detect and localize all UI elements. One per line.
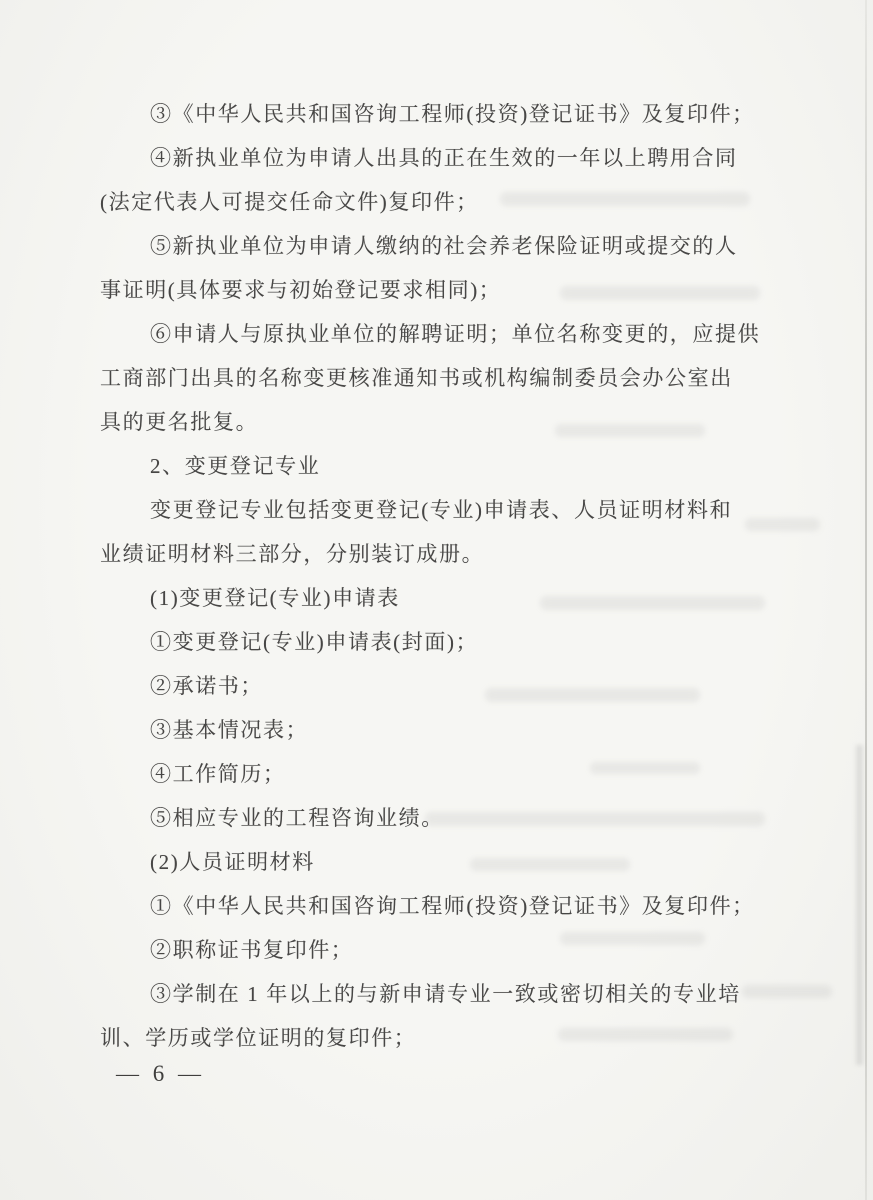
text-line: ②职称证书复印件； bbox=[150, 938, 354, 962]
text-line: (2)人员证明材料 bbox=[150, 850, 315, 874]
text-line: 变更登记专业包括变更登记(专业)申请表、人员证明材料和 bbox=[150, 498, 733, 522]
text-line: ⑤相应专业的工程咨询业绩。 bbox=[150, 806, 444, 830]
document-body bbox=[100, 92, 790, 1060]
text-line: ①《中华人民共和国咨询工程师(投资)登记证书》及复印件； bbox=[150, 894, 755, 918]
scan-edge-smudge bbox=[856, 745, 863, 1065]
page-number: — 6 — bbox=[116, 1061, 205, 1086]
text-line: ①变更登记(专业)申请表(封面)； bbox=[150, 630, 479, 654]
text-line: ③《中华人民共和国咨询工程师(投资)登记证书》及复印件； bbox=[150, 102, 755, 126]
text-line: ④新执业单位为申请人出具的正在生效的一年以上聘用合同 bbox=[150, 146, 738, 170]
text-line: 具的更名批复。 bbox=[100, 410, 259, 434]
text-line: ⑤新执业单位为申请人缴纳的社会养老保险证明或提交的人 bbox=[150, 234, 738, 258]
text-line: 2、变更登记专业 bbox=[150, 454, 321, 478]
text-line: 事证明(具体要求与初始登记要求相同)； bbox=[100, 278, 502, 302]
text-line: 业绩证明材料三部分，分别装订成册。 bbox=[100, 542, 485, 566]
scan-edge-line bbox=[865, 0, 867, 1200]
text-line: ⑥申请人与原执业单位的解聘证明；单位名称变更的，应提供 bbox=[150, 322, 761, 346]
text-line: 工商部门出具的名称变更核准通知书或机构编制委员会办公室出 bbox=[100, 366, 733, 390]
text-line: ④工作简历； bbox=[150, 762, 286, 786]
text-line: (1)变更登记(专业)申请表 bbox=[150, 586, 400, 610]
text-line: (法定代表人可提交任命文件)复印件； bbox=[100, 190, 479, 214]
text-line: ③基本情况表； bbox=[150, 718, 309, 742]
text-line: 训、学历或学位证明的复印件； bbox=[100, 1026, 417, 1050]
text-line: ②承诺书； bbox=[150, 674, 263, 698]
text-line: ③学制在 1 年以上的与新申请专业一致或密切相关的专业培 bbox=[150, 982, 741, 1006]
